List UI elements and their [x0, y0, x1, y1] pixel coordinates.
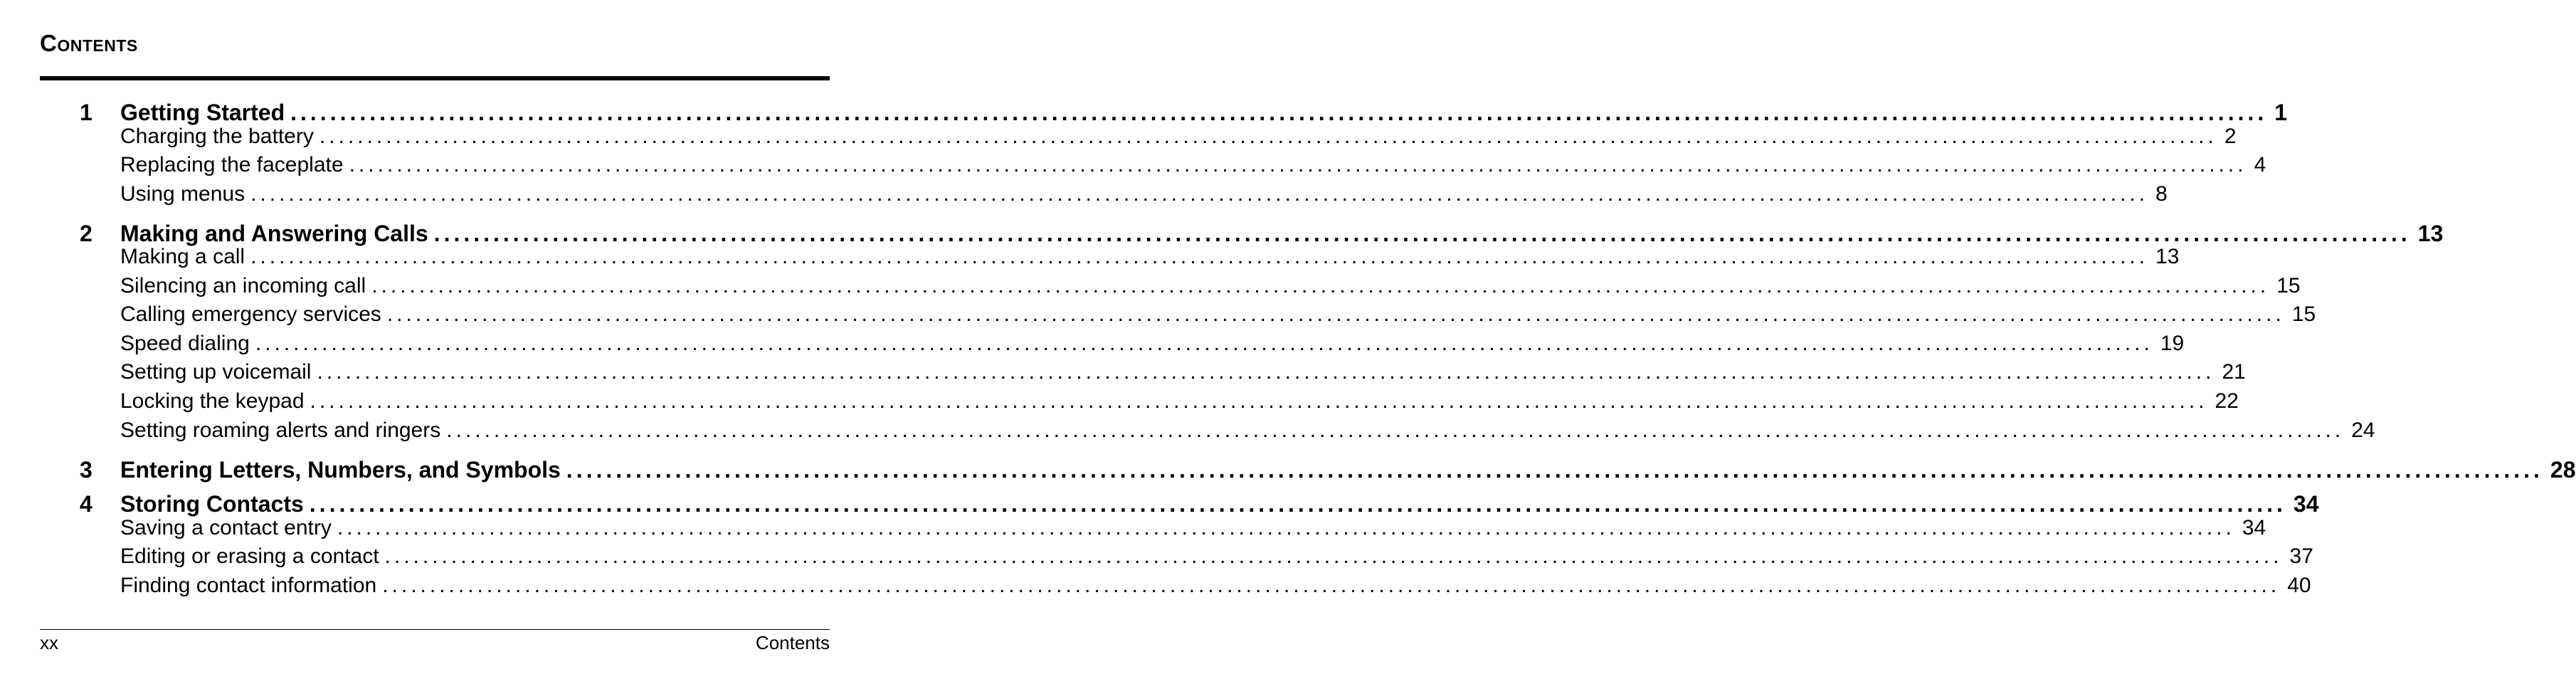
- toc-leader: ........................................................................................................................................................................................................: [386, 302, 2285, 326]
- toc-page-number: 19: [2160, 332, 2185, 355]
- toc-label: Using menus: [120, 182, 246, 206]
- toc-page-number: 34: [2242, 516, 2266, 539]
- toc-page-number: 4: [2254, 153, 2266, 177]
- toc-leader: ........................................................................................................................................................................................................: [255, 332, 2153, 355]
- toc-section[interactable]: [80, 245, 2180, 273]
- toc-label: Speed dialing: [120, 332, 250, 355]
- toc-page-number: 22: [2215, 389, 2239, 413]
- toc-page-number: 1: [2274, 100, 2288, 125]
- toc-label: Saving a contact entry: [120, 516, 332, 539]
- toc-section[interactable]: [80, 516, 2266, 544]
- title-rule: [40, 76, 830, 80]
- toc-chapter-4[interactable]: [80, 491, 2319, 520]
- toc-section[interactable]: [80, 125, 2237, 153]
- toc-leader: ........................................................................................................................................................................................................: [433, 221, 2411, 246]
- toc-label: Getting Started: [120, 100, 285, 125]
- toc-label: Entering Letters, Numbers, and Symbols: [120, 457, 561, 483]
- toc-leader: ........................................................................................................................................................................................................: [566, 457, 2543, 483]
- toc-number: 2: [80, 221, 93, 246]
- toc-page-number: 13: [2155, 245, 2180, 268]
- footer-page-number: xx: [40, 632, 58, 653]
- toc-section[interactable]: [80, 332, 2185, 360]
- toc-leader: ........................................................................................................................................................................................................: [310, 389, 2208, 413]
- toc-section[interactable]: [80, 153, 2266, 181]
- toc-number: 4: [80, 491, 93, 517]
- toc-leader: ........................................................................................................................................................................................................: [250, 182, 2149, 206]
- toc-chapter-1[interactable]: [80, 100, 2288, 128]
- toc-label: Making and Answering Calls: [120, 221, 428, 246]
- toc-page-number: 2: [2224, 125, 2237, 148]
- toc-section[interactable]: [80, 360, 2246, 389]
- toc-page-number: 8: [2155, 182, 2168, 206]
- toc-leader: ........................................................................................................................................................................................................: [250, 245, 2149, 268]
- toc-label: Finding contact information: [120, 574, 377, 597]
- toc-section[interactable]: [80, 389, 2239, 418]
- toc-label: Setting up voicemail: [120, 360, 312, 384]
- toc-page-number: 21: [2222, 360, 2246, 384]
- toc-section[interactable]: [80, 574, 2311, 602]
- toc-page-number: 28: [2550, 457, 2576, 483]
- toc-leader: ........................................................................................................................................................................................................: [319, 125, 2217, 148]
- toc-leader: ........................................................................................................................................................................................................: [349, 153, 2247, 177]
- toc-leader: ........................................................................................................................................................................................................: [317, 360, 2215, 384]
- toc-label: Setting roaming alerts and ringers: [120, 419, 441, 442]
- toc-leader: ........................................................................................................................................................................................................: [382, 574, 2281, 597]
- toc-section[interactable]: [80, 302, 2316, 331]
- toc-page-number: 15: [2276, 274, 2301, 298]
- toc-label: Locking the keypad: [120, 389, 305, 413]
- toc-leader: ........................................................................................................................................................................................................: [337, 516, 2235, 539]
- toc-leader: ........................................................................................................................................................................................................: [384, 544, 2283, 568]
- toc-label: Making a call: [120, 245, 246, 268]
- toc-label: Editing or erasing a contact: [120, 544, 379, 568]
- toc-leader: ........................................................................................................................................................................................................: [309, 491, 2286, 517]
- toc-number: 1: [80, 100, 93, 125]
- toc-page-number: 37: [2289, 544, 2313, 568]
- toc-leader: ........................................................................................................................................................................................................: [446, 419, 2345, 442]
- toc-section[interactable]: [80, 544, 2313, 573]
- toc-page-number: 40: [2287, 574, 2311, 597]
- footer-rule: [40, 629, 830, 630]
- toc-chapter-3[interactable]: [80, 457, 2576, 485]
- toc-leader: ........................................................................................................................................................................................................: [371, 274, 2270, 298]
- toc-section[interactable]: [80, 274, 2301, 302]
- toc-page-number: 13: [2417, 221, 2444, 246]
- toc-page-number: 24: [2351, 419, 2375, 442]
- toc-section[interactable]: [80, 419, 2375, 447]
- toc-label: Calling emergency services: [120, 302, 381, 326]
- toc-label: Replacing the faceplate: [120, 153, 344, 177]
- footer-section-title: Contents: [755, 632, 830, 653]
- toc-label: Silencing an incoming call: [120, 274, 366, 298]
- toc-leader: ........................................................................................................................................................................................................: [290, 100, 2268, 125]
- toc-label: Charging the battery: [120, 125, 314, 148]
- page-title: Contents: [40, 30, 138, 56]
- toc-page-number: 15: [2291, 302, 2316, 326]
- toc-page-number: 34: [2293, 491, 2319, 517]
- toc-section[interactable]: [80, 182, 2168, 211]
- toc-number: 3: [80, 457, 93, 483]
- toc-label: Storing Contacts: [120, 491, 304, 517]
